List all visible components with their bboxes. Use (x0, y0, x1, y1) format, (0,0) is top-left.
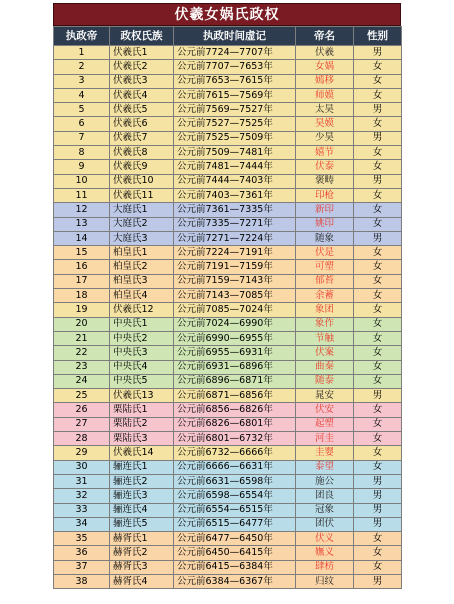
header-clan: 政权氏族 (110, 27, 174, 46)
gender-cell: 女 (354, 446, 402, 460)
gender-cell: 女 (354, 546, 402, 560)
clan-cell: 骊连氏3 (110, 489, 174, 503)
table-row (54, 346, 402, 360)
ruler-number-cell: 33 (54, 503, 110, 517)
clan-cell: 伏羲氏12 (110, 303, 174, 317)
emperor-name-cell: 起塑 (296, 417, 354, 431)
table-row (54, 403, 402, 417)
header-gender: 性别 (354, 27, 402, 46)
clan-cell: 骊连氏1 (110, 460, 174, 474)
reign-time-cell: 公元前7143—7085年 (174, 289, 296, 303)
reign-time-cell: 公元前6732—6666年 (174, 446, 296, 460)
dynasty-table-panel (53, 3, 401, 589)
table-row (54, 532, 402, 546)
clan-cell: 栗陆氏2 (110, 417, 174, 431)
ruler-number-cell: 6 (54, 117, 110, 131)
table-row (54, 289, 402, 303)
gender-cell: 男 (354, 574, 402, 588)
emperor-name-cell: 伏案 (296, 346, 354, 360)
emperor-name-cell: 圭婴 (296, 446, 354, 460)
gender-cell: 女 (354, 74, 402, 88)
table-row (54, 317, 402, 331)
gender-cell: 女 (354, 274, 402, 288)
emperor-name-cell: 肆枋 (296, 560, 354, 574)
clan-cell: 伏羲氏13 (110, 389, 174, 403)
emperor-name-cell: 女娲 (296, 60, 354, 74)
emperor-name-cell: 河圭 (296, 432, 354, 446)
ruler-number-cell: 8 (54, 146, 110, 160)
table-row (54, 88, 402, 102)
reign-time-cell: 公元前6477—6450年 (174, 532, 296, 546)
ruler-number-cell: 12 (54, 203, 110, 217)
emperor-name-cell: 团良 (296, 489, 354, 503)
clan-cell: 柏皇氏4 (110, 289, 174, 303)
header-row (54, 27, 402, 46)
table-row (54, 303, 402, 317)
gender-cell: 男 (354, 517, 402, 531)
ruler-number-cell: 30 (54, 460, 110, 474)
table-row (54, 460, 402, 474)
emperor-name-cell: 少昊 (296, 131, 354, 145)
clan-cell: 赫胥氏1 (110, 532, 174, 546)
gender-cell: 女 (354, 460, 402, 474)
reign-time-cell: 公元前7527—7525年 (174, 117, 296, 131)
ruler-number-cell: 32 (54, 489, 110, 503)
ruler-number-cell: 29 (54, 446, 110, 460)
gender-cell: 女 (354, 188, 402, 202)
reign-time-cell: 公元前7481—7444年 (174, 160, 296, 174)
table-row (54, 389, 402, 403)
gender-cell: 女 (354, 203, 402, 217)
reign-time-cell: 公元前7024—6990年 (174, 317, 296, 331)
table-row (54, 274, 402, 288)
table-row (54, 446, 402, 460)
emperor-name-cell: 晁安 (296, 389, 354, 403)
reign-time-cell: 公元前6631—6598年 (174, 474, 296, 488)
clan-cell: 中央氏5 (110, 374, 174, 388)
gender-cell: 女 (354, 360, 402, 374)
emperor-name-cell: 归纹 (296, 574, 354, 588)
table-row (54, 489, 402, 503)
table-row (54, 203, 402, 217)
gender-cell: 女 (354, 217, 402, 231)
ruler-number-cell: 10 (54, 174, 110, 188)
gender-cell: 女 (354, 532, 402, 546)
gender-cell: 女 (354, 560, 402, 574)
reign-time-cell: 公元前7525—7509年 (174, 131, 296, 145)
emperor-name-cell: 太昊 (296, 103, 354, 117)
clan-cell: 中央氏2 (110, 331, 174, 345)
ruler-number-cell: 16 (54, 260, 110, 274)
table-row (54, 160, 402, 174)
table-row (54, 417, 402, 431)
ruler-number-cell: 21 (54, 331, 110, 345)
reign-time-cell: 公元前7403—7361年 (174, 188, 296, 202)
reign-time-cell: 公元前7615—7569年 (174, 88, 296, 102)
clan-cell: 中央氏4 (110, 360, 174, 374)
reign-time-cell: 公元前6515—6477年 (174, 517, 296, 531)
ruler-number-cell: 5 (54, 103, 110, 117)
reign-time-cell: 公元前6384—6367年 (174, 574, 296, 588)
gender-cell: 女 (354, 403, 402, 417)
emperor-name-cell: 伏泰 (296, 160, 354, 174)
ruler-number-cell: 15 (54, 246, 110, 260)
reign-time-cell: 公元前7569—7527年 (174, 103, 296, 117)
table-row (54, 503, 402, 517)
ruler-number-cell: 13 (54, 217, 110, 231)
ruler-number-cell: 25 (54, 389, 110, 403)
emperor-name-cell: 冠象 (296, 503, 354, 517)
clan-cell: 伏羲氏14 (110, 446, 174, 460)
gender-cell: 男 (354, 174, 402, 188)
table-row (54, 217, 402, 231)
ruler-number-cell: 38 (54, 574, 110, 588)
ruler-number-cell: 37 (54, 560, 110, 574)
clan-cell: 伏羲氏3 (110, 74, 174, 88)
gender-cell: 女 (354, 117, 402, 131)
emperor-name-cell: 嬉节 (296, 146, 354, 160)
table-row (54, 517, 402, 531)
table-row (54, 260, 402, 274)
emperor-name-cell: 伏是 (296, 246, 354, 260)
ruler-number-cell: 36 (54, 546, 110, 560)
emperor-name-cell: 嫣移 (296, 74, 354, 88)
ruler-number-cell: 17 (54, 274, 110, 288)
ruler-number-cell: 1 (54, 46, 110, 60)
reign-time-cell: 公元前7707—7653年 (174, 60, 296, 74)
table-row (54, 574, 402, 588)
clan-cell: 伏羲氏9 (110, 160, 174, 174)
reign-time-cell: 公元前7159—7143年 (174, 274, 296, 288)
gender-cell: 女 (354, 417, 402, 431)
gender-cell: 男 (354, 131, 402, 145)
gender-cell: 女 (354, 303, 402, 317)
clan-cell: 骊连氏4 (110, 503, 174, 517)
emperor-name-cell: 曲秦 (296, 360, 354, 374)
gender-cell: 男 (354, 503, 402, 517)
clan-cell: 栗陆氏3 (110, 432, 174, 446)
emperor-name-cell: 象团 (296, 303, 354, 317)
ruler-number-cell: 26 (54, 403, 110, 417)
clan-cell: 柏皇氏3 (110, 274, 174, 288)
clan-cell: 伏羲氏4 (110, 88, 174, 102)
emperor-name-cell: 伏义 (296, 532, 354, 546)
gender-cell: 女 (354, 146, 402, 160)
clan-cell: 栗陆氏1 (110, 403, 174, 417)
clan-cell: 伏羲氏10 (110, 174, 174, 188)
reign-time-cell: 公元前7653—7615年 (174, 74, 296, 88)
clan-cell: 伏羲氏6 (110, 117, 174, 131)
gender-cell: 男 (354, 103, 402, 117)
table-row (54, 560, 402, 574)
emperor-name-cell: 印枪 (296, 188, 354, 202)
reign-time-cell: 公元前7271—7224年 (174, 231, 296, 245)
table-row (54, 174, 402, 188)
ruler-number-cell: 20 (54, 317, 110, 331)
emperor-name-cell: 郁苔 (296, 274, 354, 288)
ruler-number-cell: 28 (54, 432, 110, 446)
reign-time-cell: 公元前6931—6896年 (174, 360, 296, 374)
emperor-name-cell: 象作 (296, 317, 354, 331)
table-row (54, 432, 402, 446)
emperor-name-cell: 伏羲 (296, 46, 354, 60)
reign-time-cell: 公元前6415—6384年 (174, 560, 296, 574)
table-row (54, 146, 402, 160)
reign-time-cell: 公元前6666—6631年 (174, 460, 296, 474)
gender-cell: 女 (354, 346, 402, 360)
reign-time-cell: 公元前7335—7271年 (174, 217, 296, 231)
ruler-number-cell: 14 (54, 231, 110, 245)
emperor-name-cell: 随象 (296, 231, 354, 245)
clan-cell: 柏皇氏1 (110, 246, 174, 260)
clan-cell: 伏羲氏8 (110, 146, 174, 160)
emperor-name-cell: 泰望 (296, 460, 354, 474)
header-emperor-name: 帝名 (296, 27, 354, 46)
clan-cell: 大庭氏2 (110, 217, 174, 231)
emperor-name-cell: 嫵义 (296, 546, 354, 560)
emperor-name-cell: 余蓄 (296, 289, 354, 303)
table-row (54, 246, 402, 260)
table-title: 伏羲女娲氏政权 (53, 3, 401, 26)
table-row (54, 374, 402, 388)
reign-time-cell: 公元前6598—6554年 (174, 489, 296, 503)
clan-cell: 伏羲氏7 (110, 131, 174, 145)
table-row (54, 117, 402, 131)
clan-cell: 伏羲氏1 (110, 46, 174, 60)
emperor-name-cell: 伏安 (296, 403, 354, 417)
emperor-name-cell: 可塑 (296, 260, 354, 274)
reign-time-cell: 公元前7509—7481年 (174, 146, 296, 160)
ruler-number-cell: 22 (54, 346, 110, 360)
header-reign-time: 执政时间虚记 (174, 27, 296, 46)
gender-cell: 男 (354, 389, 402, 403)
gender-cell: 女 (354, 432, 402, 446)
gender-cell: 男 (354, 474, 402, 488)
emperor-name-cell: 昊嫫 (296, 117, 354, 131)
table-row (54, 60, 402, 74)
gender-cell: 男 (354, 46, 402, 60)
reign-time-cell: 公元前7085—7024年 (174, 303, 296, 317)
reign-time-cell: 公元前6856—6826年 (174, 403, 296, 417)
table-row (54, 103, 402, 117)
ruler-number-cell: 23 (54, 360, 110, 374)
table-row (54, 546, 402, 560)
ruler-table (53, 26, 402, 589)
ruler-number-cell: 27 (54, 417, 110, 431)
emperor-name-cell: 姚印 (296, 217, 354, 231)
reign-time-cell: 公元前6801—6732年 (174, 432, 296, 446)
reign-time-cell: 公元前6990—6955年 (174, 331, 296, 345)
reign-time-cell: 公元前7361—7335年 (174, 203, 296, 217)
ruler-number-cell: 11 (54, 188, 110, 202)
table-row (54, 360, 402, 374)
table-row (54, 131, 402, 145)
gender-cell: 女 (354, 317, 402, 331)
ruler-number-cell: 19 (54, 303, 110, 317)
table-row (54, 474, 402, 488)
clan-cell: 赫胥氏2 (110, 546, 174, 560)
gender-cell: 女 (354, 160, 402, 174)
reign-time-cell: 公元前6896—6871年 (174, 374, 296, 388)
clan-cell: 赫胥氏4 (110, 574, 174, 588)
table-row (54, 46, 402, 60)
ruler-number-cell: 35 (54, 532, 110, 546)
ruler-number-cell: 7 (54, 131, 110, 145)
gender-cell: 女 (354, 260, 402, 274)
clan-cell: 中央氏1 (110, 317, 174, 331)
ruler-number-cell: 4 (54, 88, 110, 102)
clan-cell: 伏羲氏2 (110, 60, 174, 74)
clan-cell: 赫胥氏3 (110, 560, 174, 574)
reign-time-cell: 公元前6871—6856年 (174, 389, 296, 403)
emperor-name-cell: 师嫫 (296, 88, 354, 102)
reign-time-cell: 公元前7224—7191年 (174, 246, 296, 260)
gender-cell: 男 (354, 489, 402, 503)
reign-time-cell: 公元前6450—6415年 (174, 546, 296, 560)
clan-cell: 骊连氏2 (110, 474, 174, 488)
ruler-number-cell: 34 (54, 517, 110, 531)
gender-cell: 女 (354, 60, 402, 74)
ruler-number-cell: 18 (54, 289, 110, 303)
ruler-number-cell: 24 (54, 374, 110, 388)
ruler-number-cell: 3 (54, 74, 110, 88)
emperor-name-cell: 新印 (296, 203, 354, 217)
clan-cell: 骊连氏5 (110, 517, 174, 531)
emperor-name-cell: 节触 (296, 331, 354, 345)
clan-cell: 伏羲氏11 (110, 188, 174, 202)
ruler-number-cell: 9 (54, 160, 110, 174)
table-row (54, 74, 402, 88)
reign-time-cell: 公元前7444—7403年 (174, 174, 296, 188)
clan-cell: 大庭氏1 (110, 203, 174, 217)
reign-time-cell: 公元前7724—7707年 (174, 46, 296, 60)
emperor-name-cell: 褒畴 (296, 174, 354, 188)
table-row (54, 231, 402, 245)
clan-cell: 中央氏3 (110, 346, 174, 360)
reign-time-cell: 公元前6955—6931年 (174, 346, 296, 360)
gender-cell: 女 (354, 88, 402, 102)
emperor-name-cell: 团伏 (296, 517, 354, 531)
table-row (54, 188, 402, 202)
gender-cell: 女 (354, 246, 402, 260)
header-ruler-number: 执政帝 (54, 27, 110, 46)
clan-cell: 大庭氏3 (110, 231, 174, 245)
gender-cell: 女 (354, 331, 402, 345)
emperor-name-cell: 随泰 (296, 374, 354, 388)
clan-cell: 伏羲氏5 (110, 103, 174, 117)
gender-cell: 男 (354, 231, 402, 245)
emperor-name-cell: 施公 (296, 474, 354, 488)
table-row (54, 331, 402, 345)
reign-time-cell: 公元前7191—7159年 (174, 260, 296, 274)
clan-cell: 柏皇氏2 (110, 260, 174, 274)
reign-time-cell: 公元前6554—6515年 (174, 503, 296, 517)
gender-cell: 女 (354, 374, 402, 388)
gender-cell: 女 (354, 289, 402, 303)
reign-time-cell: 公元前6826—6801年 (174, 417, 296, 431)
ruler-number-cell: 2 (54, 60, 110, 74)
ruler-number-cell: 31 (54, 474, 110, 488)
